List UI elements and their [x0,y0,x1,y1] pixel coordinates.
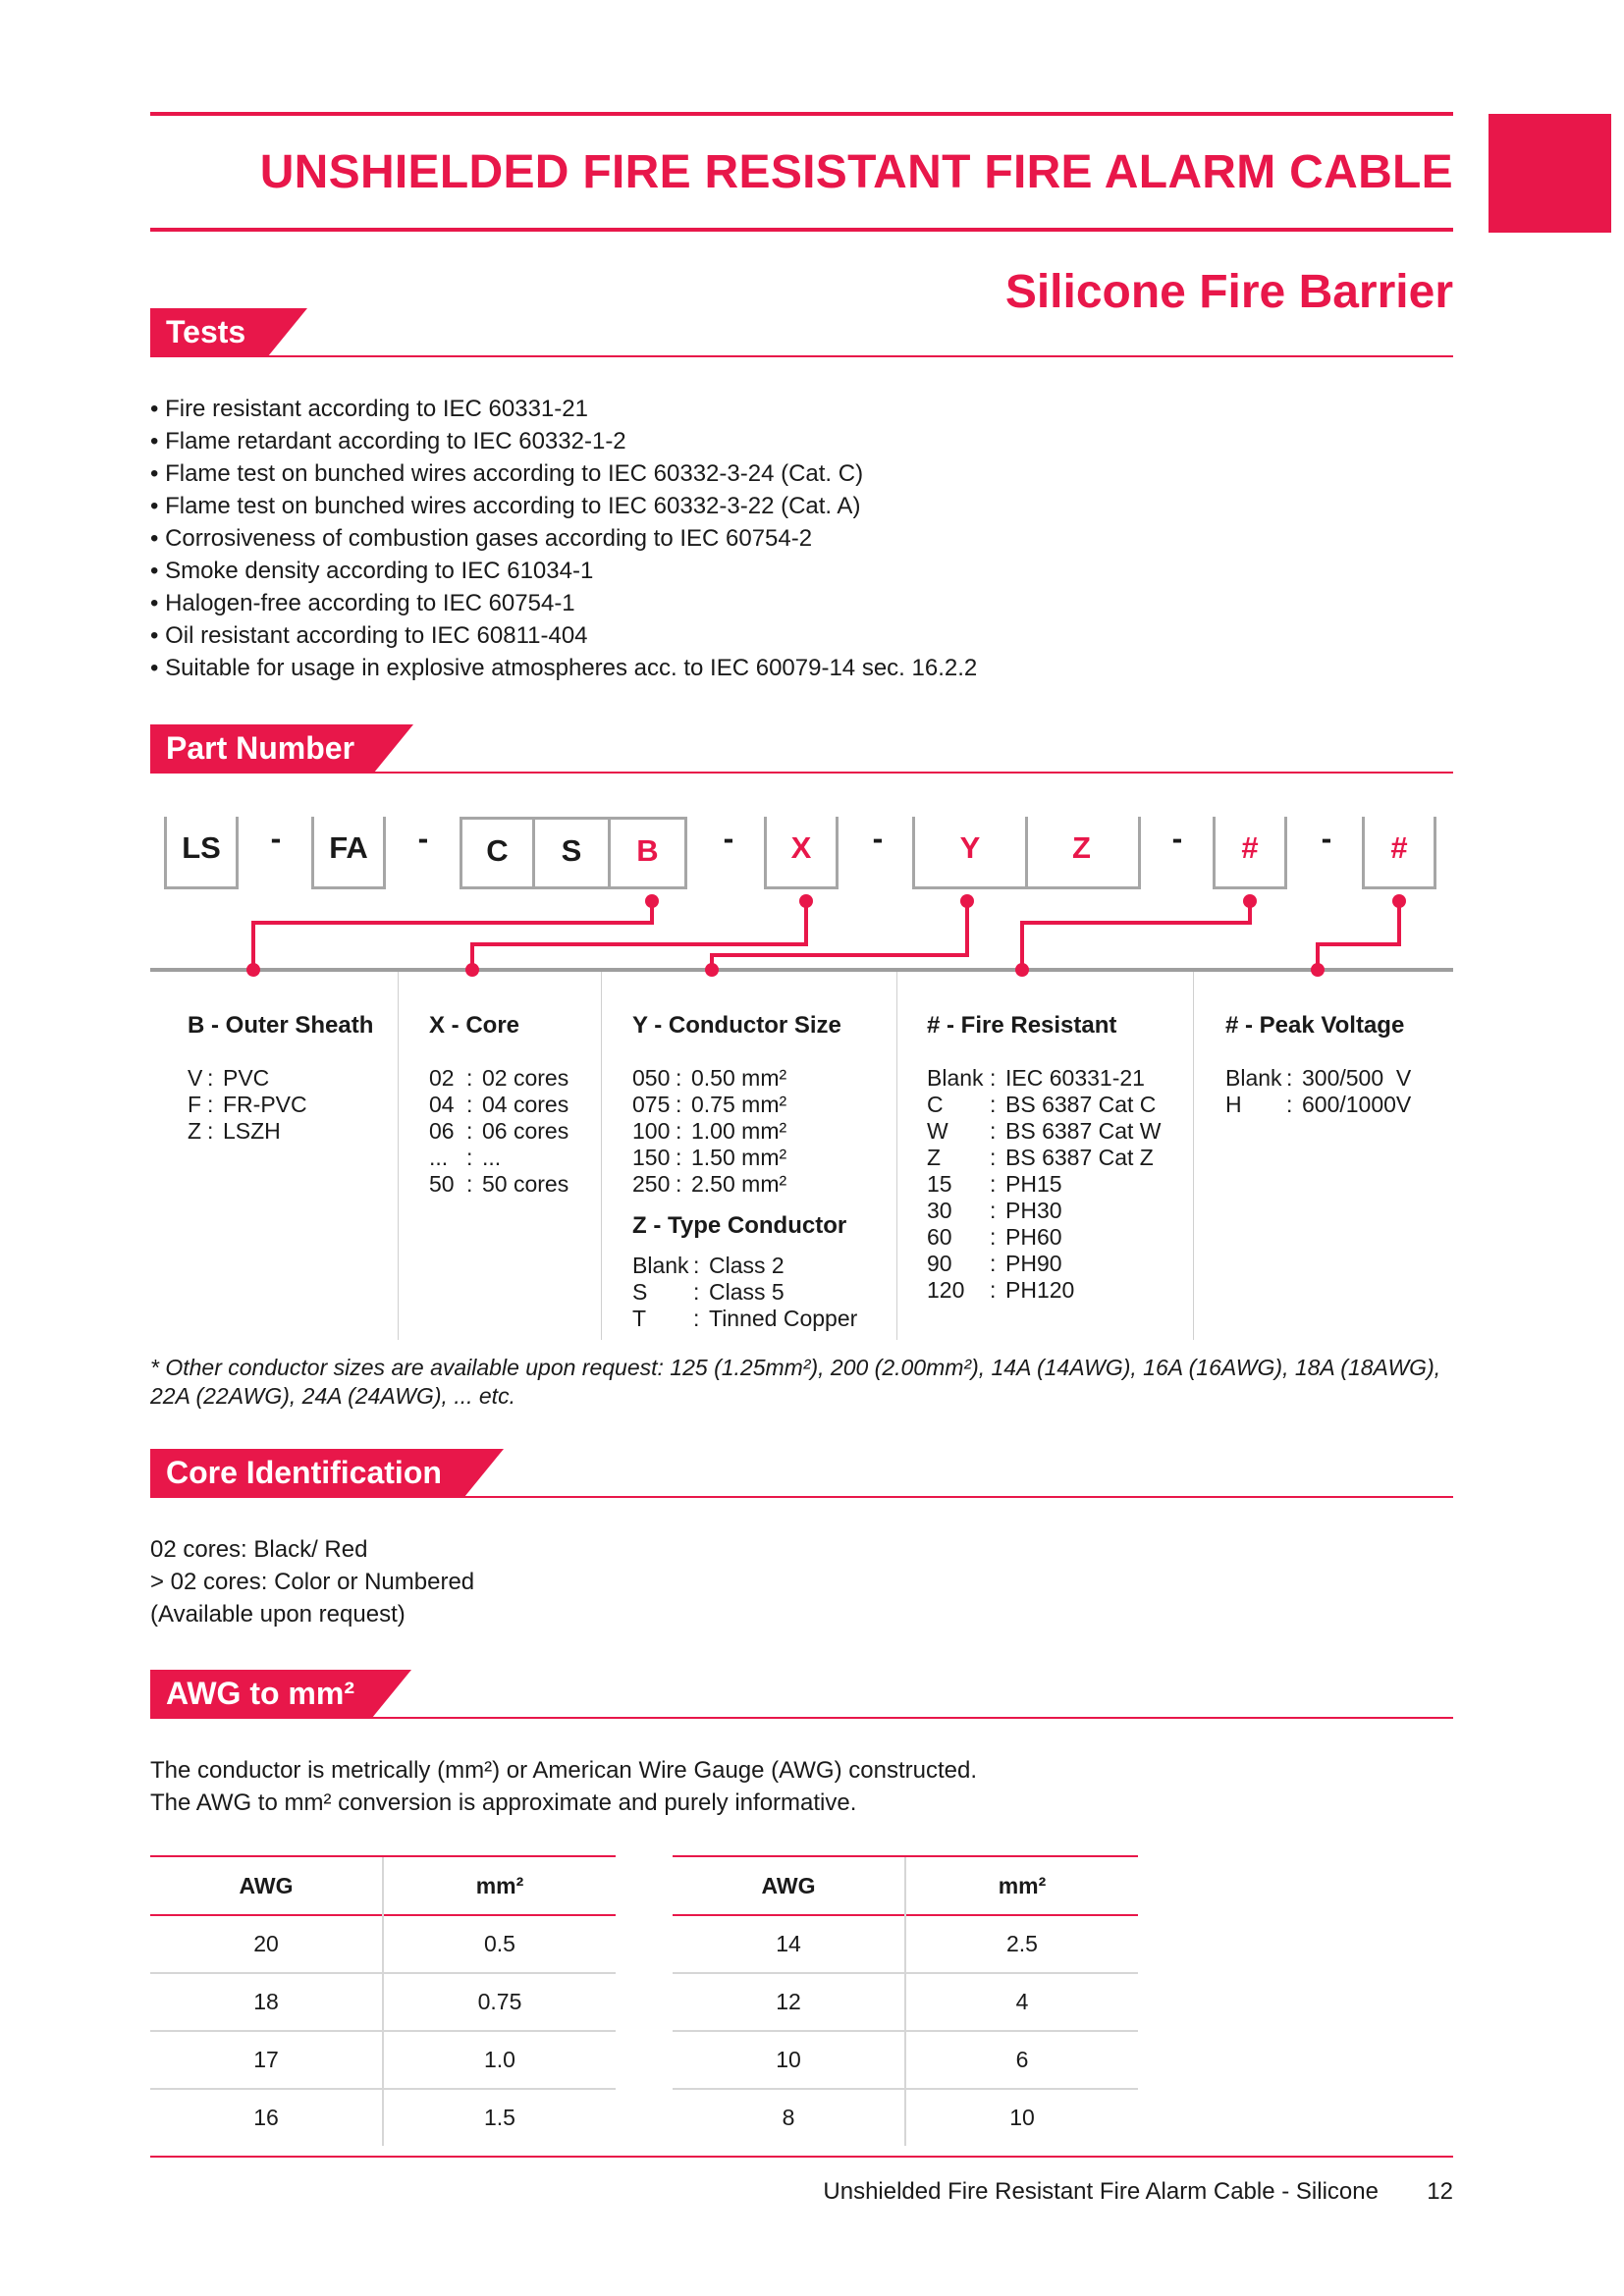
list-item: 02 : 02 cores [429,1065,569,1091]
list-item: • Halogen-free according to IEC 60754-1 [150,590,575,616]
list-item: V : PVC [188,1065,270,1091]
column-heading: X - Core [429,1012,520,1039]
section-tab-awg-to-mm2: AWG to mm² [150,1670,372,1718]
list-item: S : Class 5 [632,1279,785,1305]
awg-table-right [673,1857,1138,2146]
part-segment-s: S [535,817,611,889]
connector-x [472,901,806,970]
list-item: • Flame retardant according to IEC 60332-1-2 [150,428,626,454]
list-item: 50 : 50 cores [429,1171,569,1197]
list-item: • Suitable for usage in explosive atmospheres acc. to IEC 60079-14 sec. 16.2.2 [150,655,978,681]
part-segment-b: B [611,817,687,889]
list-item: W : BS 6387 Cat W [927,1118,1162,1144]
column-heading: # - Fire Resistant [927,1012,1117,1039]
section-tab-core-identification: Core Identification [150,1449,464,1497]
column-outer-sheath [188,1009,373,1145]
list-item: 15 : PH15 [927,1171,1062,1197]
column-fire-resistant [927,1009,1162,1304]
list-item: 075 : 0.75 mm² [632,1092,787,1117]
part-dash: - [872,821,884,856]
column-divider [398,972,399,1340]
section-rule-awg [150,1717,1453,1719]
part-dash: - [723,821,734,856]
part-segment-y: Y [912,817,1028,889]
connector-dot [246,963,260,977]
section-tab-tests: Tests [150,308,268,356]
column-divider [1193,972,1194,1340]
list-item: 30 : PH30 [927,1198,1062,1223]
list-item: H : 600/1000V [1225,1092,1412,1117]
table-row: 14 2.5 [673,1915,1138,1973]
footer-rule [150,2156,1453,2158]
list-item: F : FR-PVC [188,1092,307,1117]
table-header: mm² [998,1872,1047,1898]
column-divider [896,972,897,1340]
list-item: 06 : 06 cores [429,1118,569,1144]
footer-title: Unshielded Fire Resistant Fire Alarm Cable - Silicone [823,2178,1379,2205]
page-number: 12 [1427,2178,1453,2205]
connector-dot [960,894,974,908]
list-item: • Corrosiveness of combustion gases according to IEC 60754-2 [150,525,813,552]
part-number-connectors [0,0,1624,991]
part-dash: - [1171,821,1183,856]
table-header: mm² [475,1872,524,1898]
list-item: • Smoke density according to IEC 61034-1 [150,558,594,584]
list-item: 120 : PH120 [927,1277,1075,1303]
list-item: Blank : Class 2 [632,1253,785,1278]
table-header: AWG [673,1857,905,1915]
list-item: Z : BS 6387 Cat Z [927,1145,1154,1170]
table-row: 10 6 [673,2031,1138,2089]
list-item: Z : LSZH [188,1118,281,1144]
connector-dot [1311,963,1325,977]
table-row: 20 0.5 [150,1915,616,1973]
list-item: Blank : IEC 60331-21 [927,1065,1145,1091]
list-item: 250 : 2.50 mm² [632,1171,787,1197]
connector-dot [705,963,719,977]
column-heading: Z - Type Conductor [632,1212,847,1239]
list-item: 60 : PH60 [927,1224,1062,1250]
section-tab-part-number: Part Number [150,724,374,773]
list-item: • Flame test on bunched wires according to IEC 60332-3-22 (Cat. A) [150,493,861,519]
part-segment-z: Z [1025,817,1141,889]
footer [687,2178,1453,2206]
list-item: 100 : 1.00 mm² [632,1118,787,1144]
table-header: AWG [150,1857,383,1915]
section-rule-core-identification [150,1496,1453,1498]
awg-intro-line: The conductor is metrically (mm²) or American Wire Gauge (AWG) constructed. [150,1757,977,1784]
table-row: 18 0.75 [150,1973,616,2031]
list-item: • Fire resistant according to IEC 60331-21 [150,396,588,422]
column-heading: # - Peak Voltage [1225,1012,1405,1039]
table-row: 8 10 [673,2089,1138,2146]
column-heading: B - Outer Sheath [188,1012,374,1039]
core-id-line: > 02 cores: Color or Numbered [150,1569,475,1595]
part-dash: - [1321,821,1332,856]
connector-y [712,901,967,970]
table-row: 17 1.0 [150,2031,616,2089]
part-segment-peak-voltage: # [1362,817,1436,889]
part-segment-fire-resistant: # [1213,817,1287,889]
column-heading: Y - Conductor Size [632,1012,841,1039]
core-id-line: (Available upon request) [150,1601,406,1628]
part-segment-ls: LS [164,817,239,889]
connector-dot [799,894,813,908]
core-id-line: 02 cores: Black/ Red [150,1536,368,1563]
list-item: 04 : 04 cores [429,1092,569,1117]
connector-peak-voltage [1318,901,1399,970]
footnote: * Other conductor sizes are available upon request: 125 (1.25mm²), 200 (2.00mm²), 14A (14AWG), 16A (16AWG), 18A (18AWG), 22A (22AWG), 24A (24AWG), ... etc. [150,1355,1441,1409]
table-row: 12 4 [673,1973,1138,2031]
part-segment-c: C [460,817,535,889]
connector-dot [1392,894,1406,908]
connector-dot [1243,894,1257,908]
connector-dot [1015,963,1029,977]
column-divider [601,972,602,1340]
list-item: • Oil resistant according to IEC 60811-404 [150,622,588,649]
part-segment-fa: FA [311,817,386,889]
part-segment-x: X [764,817,839,889]
list-item: Blank : 300/500 V [1225,1065,1412,1091]
connector-fire-resistant [1022,901,1250,970]
connector-dot [645,894,659,908]
column-peak-voltage [1225,1009,1411,1118]
part-dash: - [270,821,282,856]
list-item: 150 : 1.50 mm² [632,1145,787,1170]
connector-dot [465,963,479,977]
list-item: • Flame test on bunched wires according to IEC 60332-3-24 (Cat. C) [150,460,864,487]
table-row: 16 1.5 [150,2089,616,2146]
page-subtitle: Silicone Fire Barrier [1004,266,1453,318]
list-item: 050 : 0.50 mm² [632,1065,787,1091]
list-item: 90 : PH90 [927,1251,1062,1276]
page-title: UNSHIELDED FIRE RESISTANT FIRE ALARM CABLE [259,146,1453,198]
list-item: C : BS 6387 Cat C [927,1092,1157,1117]
awg-intro-line: The AWG to mm² conversion is approximate and purely informative. [150,1789,857,1816]
part-dash: - [417,821,429,856]
awg-table-left [150,1857,616,2146]
column-core [429,1009,568,1198]
list-item: T : Tinned Copper [632,1306,858,1331]
column-conductor-size [632,1009,857,1332]
connector-b [253,901,652,970]
list-item: ... : ... [429,1145,502,1170]
